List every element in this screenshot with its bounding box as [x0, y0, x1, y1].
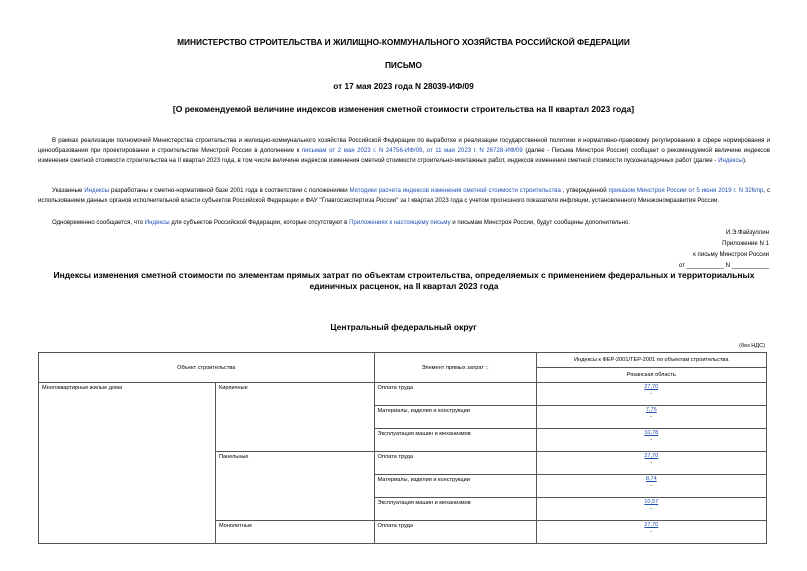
index-subvalue: -: [650, 460, 653, 466]
table-row: [39, 383, 767, 406]
document-date: от 17 мая 2023 года N 28039-ИФ/09: [333, 81, 474, 91]
link-letter-may-11[interactable]: от 11 мая 2023 г. N 26728-ИФ/09: [426, 147, 523, 154]
link-indexes-2[interactable]: Индексы: [84, 187, 110, 194]
appendix-label: Приложение N 1: [722, 240, 769, 247]
paragraph-2: [38, 186, 770, 206]
p3-text-3: и письмам Минстроя России, будут сообщены дополнительно.: [450, 219, 631, 226]
header-index: Индексы к ФЕР-2001/ТЕР-2001 по объектам строительства: [536, 353, 766, 368]
index-value-link[interactable]: 10,78: [644, 430, 659, 436]
value-cell: [536, 498, 766, 521]
ministry-name: МИНИСТЕРСТВО СТРОИТЕЛЬСТВА И ЖИЛИЩНО-КОММУНАЛЬНОГО ХОЗЯЙСТВА РОССИЙСКОЙ ФЕДЕРАЦИИ: [177, 37, 630, 47]
p2-text-1: Указанные: [52, 187, 85, 194]
appendix-to-letter: к письму Минстроя России: [693, 251, 769, 258]
p1-text-1: В рамках реализации полномочий Министерства строительства и жилищно-коммунального хозяйства Российской Федерации по выработке и реализации государственной политики и нормативно-правовому регулированию в сфере нормирования и ценообразования при проектировании и строительстве Минстрой России в дополнение к: [38, 137, 770, 154]
document-title: [О рекомендуемой величине индексов изменения сметной стоимости строительства на II квартал 2023 года]: [172, 104, 635, 114]
index-value-link[interactable]: 7,75: [645, 407, 657, 413]
link-appendices[interactable]: Приложениях к настоящему письму: [349, 219, 451, 226]
link-indexes-3[interactable]: Индексы: [144, 219, 170, 226]
p1-text-4: ).: [742, 157, 747, 164]
index-table: [38, 352, 767, 544]
index-value-link[interactable]: 8,74: [645, 476, 657, 482]
index-value-link[interactable]: 27,70: [644, 453, 659, 459]
object-name-cell: Многоквартирные жилые дома: [39, 383, 216, 544]
index-subvalue: -: [650, 506, 653, 512]
p1-text-3: (далее - Письма Минстроя России) сообщает о рекомендуемой величине индексов изменения сметной стоимости строительства на II квартал 2023 года, в том числе величине индексов изменения сметной стоимости строительно-монтажных работ, индексов изменения сметной стоимости пусконаладочных работ (далее -: [38, 147, 770, 164]
header-region: Рязанская область: [536, 368, 766, 383]
index-subvalue: -: [650, 391, 653, 397]
p2-text-3: , утвержденной: [560, 187, 609, 194]
value-cell: [536, 383, 766, 406]
p2-text-4: , с использованием данных органов исполнительной власти субъектов Российской Федерации и ФАУ "Главгосэкспертиза России" за I квартал 2023 года с учетом прогнозного показателя инфляции, установленного Минэкономразвития России.: [38, 187, 771, 204]
link-methodology[interactable]: Методики расчета индексов изменения сметной стоимости строительства: [349, 187, 561, 194]
header-element-label: Элемент прямых затрат: [421, 364, 484, 371]
element-cell: Материалы, изделия и конструкции: [374, 406, 536, 429]
value-cell: [536, 521, 766, 544]
index-subvalue: -: [650, 529, 653, 535]
building-type-cell: Панельные: [216, 452, 375, 521]
link-letter-may-2[interactable]: письмам от 2 мая 2023 г. N 24756-ИФ/09: [301, 147, 423, 154]
building-type-cell: Кирпичные: [216, 383, 375, 452]
header-object: Объект строительства: [39, 353, 375, 383]
paragraph-3: [38, 218, 770, 228]
element-cell: Эксплуатация машин и механизмов: [374, 498, 536, 521]
p3-text-1: Одновременно сообщается, что: [52, 219, 145, 226]
value-cell: [536, 406, 766, 429]
header-element-mark: ::: [485, 364, 489, 371]
index-subvalue: -: [650, 414, 653, 420]
signer-name: И.Э.Файзуллин: [725, 229, 769, 236]
value-cell: [536, 475, 766, 498]
index-subvalue: -: [650, 483, 653, 489]
document-type: ПИСЬМО: [384, 60, 423, 70]
district-heading: Центральный федеральный округ: [330, 322, 477, 332]
building-type-cell: Монолитные: [216, 521, 375, 544]
p1-text-2: ,: [422, 147, 427, 154]
value-cell: [536, 452, 766, 475]
index-value-link[interactable]: 27,70: [644, 522, 659, 528]
link-indexes[interactable]: Индексы: [718, 157, 743, 164]
table-header-row: [39, 353, 767, 368]
value-cell: [536, 429, 766, 452]
p2-text-2: разработаны к сметно-нормативной базе 2001 года в соответствии с положениями: [109, 187, 350, 194]
paragraph-1: [38, 136, 770, 166]
table-heading: Индексы изменения сметной стоимости по элементам прямых затрат по объектам строительства, определяемых с применением федеральных и территориальных единичных расценок, на II квартал 2023 года: [53, 270, 755, 291]
element-cell: Материалы, изделия и конструкции: [374, 475, 536, 498]
element-cell: Эксплуатация машин и механизмов: [374, 429, 536, 452]
element-cell: Оплата труда: [374, 452, 536, 475]
unit-note: (без НДС): [739, 343, 765, 349]
index-value-link[interactable]: 27,70: [644, 384, 659, 390]
p3-text-2: для субъектов Российской Федерации, которые отсутствуют в: [169, 219, 350, 226]
header-element: [374, 353, 536, 383]
index-subvalue: -: [650, 437, 653, 443]
link-order-326[interactable]: приказом Минстроя России от 5 июня 2019 г. N 326/пр: [608, 187, 764, 194]
index-value-link[interactable]: 10,57: [644, 499, 659, 505]
element-cell: Оплата труда: [374, 521, 536, 544]
appendix-from-line: от ___________ N ___________: [678, 262, 769, 269]
element-cell: Оплата труда: [374, 383, 536, 406]
